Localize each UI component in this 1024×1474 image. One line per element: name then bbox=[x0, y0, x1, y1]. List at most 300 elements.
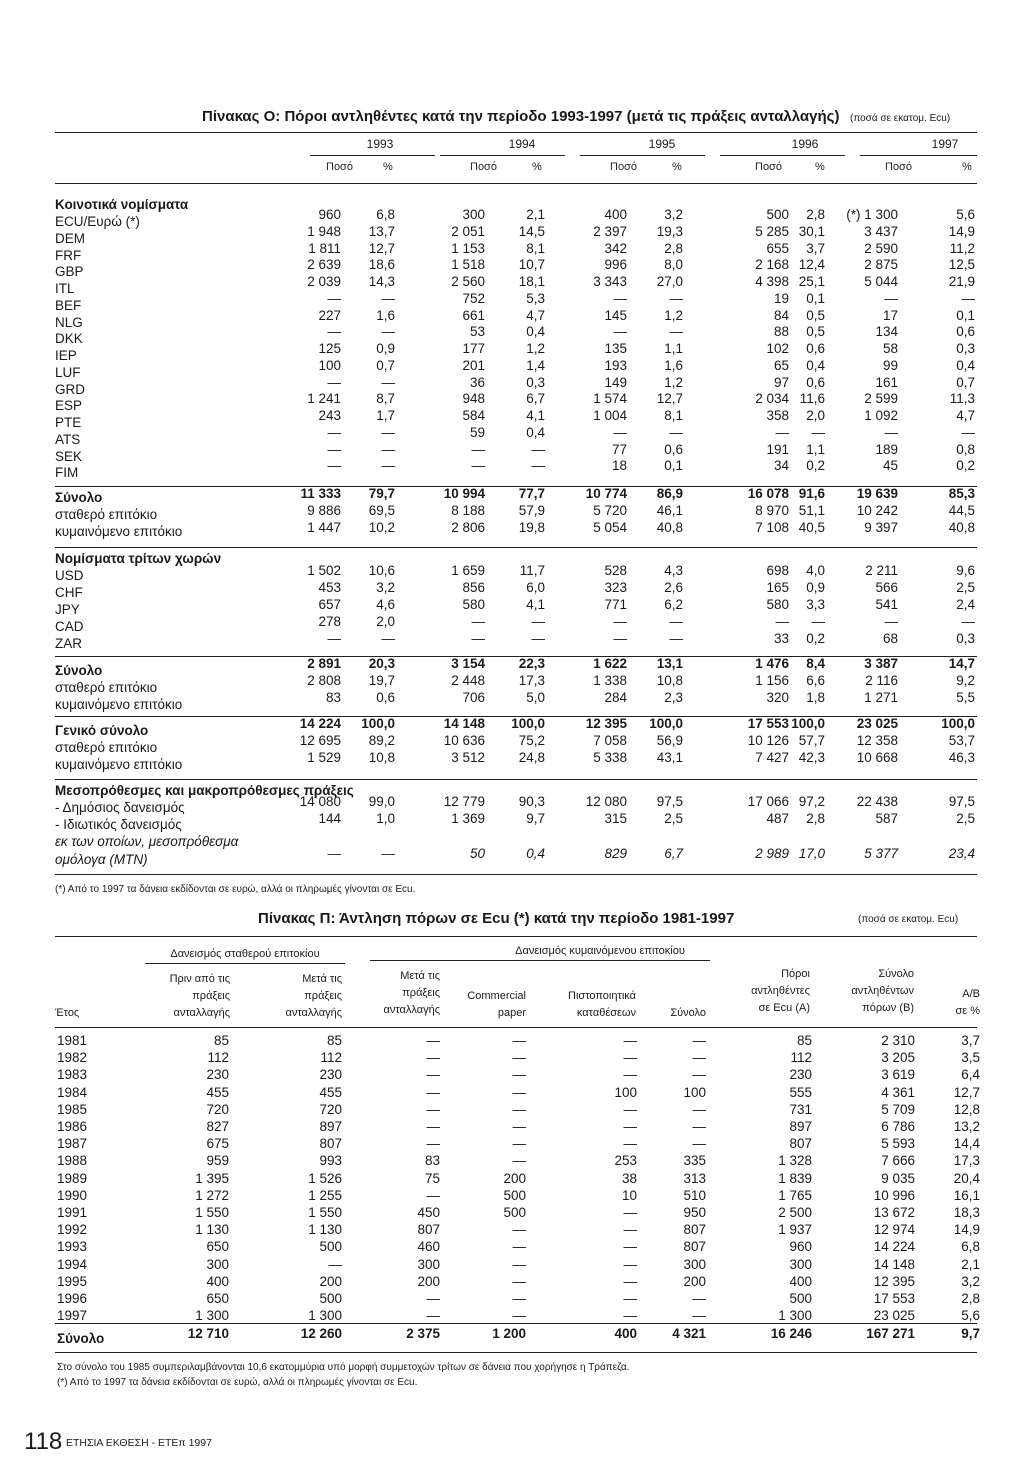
year-header: 1996 bbox=[791, 137, 819, 151]
table-cell: 1,0 bbox=[376, 811, 395, 826]
table-cell: 14,5 bbox=[518, 224, 545, 239]
table-cell: 243 bbox=[318, 408, 341, 423]
table-cell: 19 bbox=[773, 291, 789, 306]
row-label: ATS bbox=[55, 432, 81, 447]
table-cell: 4,7 bbox=[526, 308, 545, 323]
table-cell: 300 bbox=[789, 1257, 812, 1272]
table-cell: 0,6 bbox=[664, 442, 683, 457]
table-cell: 44,5 bbox=[948, 503, 975, 518]
col-ab-header: A/B σε % bbox=[955, 988, 980, 1017]
table-cell: — bbox=[623, 1257, 637, 1272]
table-cell: 9 397 bbox=[864, 520, 898, 535]
table-cell: — bbox=[426, 1136, 440, 1151]
table-cell: 11,6 bbox=[799, 391, 825, 406]
table-cell: — bbox=[327, 375, 341, 390]
table-cell: 5 338 bbox=[593, 750, 627, 765]
year-cell: 1988 bbox=[57, 1153, 88, 1168]
table-cell: — bbox=[381, 442, 395, 457]
table-cell: 8,0 bbox=[664, 257, 683, 272]
row-label: CAD bbox=[55, 619, 84, 634]
table-cell: — bbox=[327, 425, 341, 440]
row-label: ECU/Ευρώ (*) bbox=[55, 214, 140, 229]
table-cell: 8 188 bbox=[451, 503, 485, 518]
table-cell: 698 bbox=[766, 563, 789, 578]
table-cell: 14 224 bbox=[299, 716, 341, 731]
table-cell: 2,0 bbox=[376, 614, 395, 629]
table-cell: 11,7 bbox=[519, 563, 545, 578]
table-cell: 0,6 bbox=[376, 690, 395, 705]
table-cell: 0,5 bbox=[806, 324, 825, 339]
table-cell: 1 004 bbox=[593, 408, 627, 423]
table-cell: 1 241 bbox=[307, 391, 341, 406]
page-number: 118 bbox=[24, 1428, 63, 1455]
table-cell: — bbox=[623, 1119, 637, 1134]
table-cell: 14 224 bbox=[873, 1239, 915, 1254]
table-cell: 453 bbox=[318, 580, 341, 595]
table-cell: 189 bbox=[875, 442, 898, 457]
table-cell: — bbox=[327, 291, 341, 306]
table-p-unit: (ποσά σε εκατομ. Ecu) bbox=[858, 914, 959, 925]
table-cell: 500 bbox=[766, 207, 789, 222]
year-cell: 1991 bbox=[57, 1205, 88, 1220]
table-cell: — bbox=[512, 1050, 526, 1065]
table-cell: 1 765 bbox=[778, 1188, 812, 1203]
table-cell: 125 bbox=[318, 341, 341, 356]
table-o-note: (*) Από το 1997 τα δάνεια εκδίδονται σε ευρώ, αλλά οι πληρωμές γίνονται σε Ecu. bbox=[55, 884, 416, 895]
col-year-header: Έτος bbox=[55, 1007, 80, 1019]
table-cell: 6 786 bbox=[881, 1119, 915, 1134]
table-cell: 1,6 bbox=[376, 308, 395, 323]
table-cell: 16 078 bbox=[747, 486, 789, 501]
table-cell: — bbox=[512, 1239, 526, 1254]
table-cell: — bbox=[669, 324, 683, 339]
table-cell: 807 bbox=[789, 1136, 812, 1151]
table-cell: 100 bbox=[614, 1085, 637, 1100]
table-cell: — bbox=[512, 1308, 526, 1323]
table-cell: 46,1 bbox=[656, 503, 683, 518]
table-cell: 27,0 bbox=[656, 274, 683, 289]
table-p-header-rule bbox=[55, 1027, 977, 1028]
table-cell: — bbox=[512, 1222, 526, 1237]
amount-subheader: Ποσό bbox=[326, 161, 353, 173]
table-cell: 0,7 bbox=[376, 358, 395, 373]
table-cell: 3 343 bbox=[593, 274, 627, 289]
table-cell: 253 bbox=[614, 1153, 637, 1168]
table-cell: 13,1 bbox=[656, 656, 683, 671]
table-cell: 17 553 bbox=[747, 716, 789, 731]
section-header: Μεσοπρόθεσμες και μακροπρόθεσμες πράξεις bbox=[55, 783, 354, 798]
table-cell: 10,7 bbox=[518, 257, 545, 272]
footer-text: ΕΤΗΣΙΑ ΕΚΘΕΣΗ - ΕΤΕπ 1997 bbox=[66, 1437, 212, 1449]
table-cell: — bbox=[623, 1239, 637, 1254]
table-cell: 3,2 bbox=[664, 207, 683, 222]
table-cell: — bbox=[811, 425, 825, 440]
table-cell: 2 599 bbox=[864, 391, 898, 406]
table-cell: 2,8 bbox=[806, 811, 825, 826]
table-cell: 10 774 bbox=[585, 486, 627, 501]
table-cell: 0,4 bbox=[526, 324, 545, 339]
table-cell: 3,7 bbox=[806, 241, 825, 256]
table-cell: 2 639 bbox=[307, 257, 341, 272]
table-cell: 3 387 bbox=[864, 656, 898, 671]
table-cell: 16,1 bbox=[953, 1188, 980, 1203]
table-cell: — bbox=[623, 1102, 637, 1117]
table-cell: — bbox=[531, 614, 545, 629]
table-cell: 12,4 bbox=[798, 257, 825, 272]
table-cell: 201 bbox=[462, 358, 485, 373]
table-cell: — bbox=[426, 1050, 440, 1065]
table-cell: — bbox=[327, 631, 341, 646]
table-cell: 1 272 bbox=[195, 1188, 229, 1203]
table-cell: — bbox=[512, 1067, 526, 1082]
table-cell: 6,6 bbox=[806, 673, 825, 688]
table-o-title: Πίνακας Ο: Πόροι αντληθέντες κατά την περίοδο 1993-1997 (μετά τις πράξεις ανταλλαγής) bbox=[202, 108, 840, 125]
year-cell: 1990 bbox=[57, 1188, 88, 1203]
table-cell: — bbox=[623, 1067, 637, 1082]
table-cell: — bbox=[512, 1033, 526, 1048]
row-label: GRD bbox=[55, 382, 85, 397]
table-cell: 959 bbox=[206, 1153, 229, 1168]
table-cell: 5,5 bbox=[956, 690, 975, 705]
row-label: IEP bbox=[55, 348, 77, 363]
table-cell: — bbox=[623, 1050, 637, 1065]
row-label: ZAR bbox=[55, 636, 82, 651]
col-cd-header: Πιστοποιητικά καταθέσεων bbox=[568, 990, 636, 1019]
table-cell: 720 bbox=[206, 1102, 229, 1117]
grand-total-label: κυμαινόμενο επιτόκιο bbox=[55, 757, 183, 772]
table-cell: 3 619 bbox=[881, 1067, 915, 1082]
table-cell: 10,8 bbox=[368, 750, 395, 765]
col-commercial-paper-header: Commercial paper bbox=[467, 990, 526, 1019]
amount-subheader: Ποσό bbox=[755, 161, 782, 173]
table-cell: 2 989 bbox=[755, 846, 789, 861]
table-cell: 97 bbox=[773, 375, 789, 390]
table-cell: — bbox=[381, 324, 395, 339]
table-cell: 10 bbox=[621, 1188, 637, 1203]
table-cell: 4,0 bbox=[806, 563, 825, 578]
col-b-header: Σύνολο αντληθέντων πόρων (B) bbox=[851, 968, 914, 1014]
table-cell: — bbox=[471, 442, 485, 457]
total-label: σταθερό επιτόκιο bbox=[55, 680, 158, 695]
table-cell: 400 bbox=[604, 207, 627, 222]
table-cell: 58 bbox=[882, 341, 898, 356]
table-cell: 1 839 bbox=[778, 1171, 812, 1186]
table-cell: 0,2 bbox=[806, 458, 825, 473]
table-cell: 807 bbox=[319, 1136, 342, 1151]
row-label: ESP bbox=[55, 398, 83, 413]
table-o-header-rule bbox=[55, 183, 977, 184]
table-cell: 460 bbox=[417, 1239, 440, 1254]
table-cell: 450 bbox=[417, 1205, 440, 1220]
row-label: DKK bbox=[55, 331, 83, 346]
table-cell: — bbox=[327, 442, 341, 457]
table-cell: 1 529 bbox=[307, 750, 341, 765]
year-cell: 1996 bbox=[57, 1291, 88, 1306]
table-cell: 12 779 bbox=[443, 794, 485, 809]
table-cell: 278 bbox=[318, 614, 341, 629]
table-cell: 0,6 bbox=[806, 375, 825, 390]
table-cell: 0,1 bbox=[806, 291, 825, 306]
table-cell: 650 bbox=[206, 1291, 229, 1306]
table-cell: 0,9 bbox=[376, 341, 395, 356]
table-cell: 1,4 bbox=[526, 358, 545, 373]
table-p-bottom-rule bbox=[55, 1352, 977, 1353]
table-cell: 1 300 bbox=[778, 1308, 812, 1323]
table-cell: 3 154 bbox=[451, 656, 485, 671]
table-cell: 18,6 bbox=[368, 257, 395, 272]
amount-subheader: Ποσό bbox=[885, 161, 912, 173]
table-cell: 897 bbox=[319, 1119, 342, 1134]
table-cell: — bbox=[471, 614, 485, 629]
year-cell: 1986 bbox=[57, 1119, 88, 1134]
percent-subheader: % bbox=[962, 161, 972, 173]
col-float-total-header: Σύνολο bbox=[670, 1007, 706, 1019]
table-cell: 11,3 bbox=[949, 391, 975, 406]
table-cell: 829 bbox=[604, 846, 627, 861]
table-cell: 99,0 bbox=[368, 794, 395, 809]
table-cell: 1 476 bbox=[755, 656, 789, 671]
table-cell: 675 bbox=[206, 1136, 229, 1151]
table-cell: 1 502 bbox=[307, 563, 341, 578]
percent-subheader: % bbox=[815, 161, 825, 173]
row-label: LUF bbox=[55, 365, 81, 380]
table-cell: 10,8 bbox=[656, 673, 683, 688]
table-cell: 0,4 bbox=[806, 358, 825, 373]
year-cell: 1982 bbox=[57, 1050, 88, 1065]
table-cell: 69,5 bbox=[368, 503, 395, 518]
table-cell: — bbox=[669, 631, 683, 646]
table-cell: — bbox=[884, 614, 898, 629]
table-cell: 720 bbox=[319, 1102, 342, 1117]
table-cell: 1 395 bbox=[195, 1171, 229, 1186]
table-cell: — bbox=[623, 1274, 637, 1289]
year-rule bbox=[310, 155, 435, 156]
table-cell: — bbox=[623, 1033, 637, 1048]
table-cell: 84 bbox=[773, 308, 789, 323]
table-cell: — bbox=[512, 1136, 526, 1151]
table-cell: 9,2 bbox=[956, 673, 975, 688]
table-cell: 2 039 bbox=[307, 274, 341, 289]
table-cell: (*) 1 300 bbox=[846, 207, 898, 222]
year-rule bbox=[440, 155, 565, 156]
table-cell: 315 bbox=[604, 811, 627, 826]
table-cell: 11 333 bbox=[300, 486, 341, 501]
group-float-rule bbox=[370, 960, 710, 961]
table-cell: 455 bbox=[206, 1085, 229, 1100]
table-cell: — bbox=[669, 614, 683, 629]
table-cell: — bbox=[512, 1274, 526, 1289]
table-cell: 23,4 bbox=[948, 846, 975, 861]
table-cell: 17,3 bbox=[518, 673, 545, 688]
table-cell: 40,8 bbox=[948, 520, 975, 535]
table-cell: 2,5 bbox=[956, 580, 975, 595]
table-cell: 1,1 bbox=[664, 341, 683, 356]
table-cell: 4,1 bbox=[526, 408, 545, 423]
table-cell: 0,6 bbox=[956, 324, 975, 339]
table-cell: 960 bbox=[789, 1239, 812, 1254]
amount-subheader: Ποσό bbox=[610, 161, 637, 173]
table-cell: — bbox=[961, 291, 975, 306]
table-cell: 75 bbox=[424, 1171, 440, 1186]
table-cell: 2 806 bbox=[451, 520, 485, 535]
table-cell: 12 974 bbox=[873, 1222, 915, 1237]
table-cell: 12 358 bbox=[856, 733, 898, 748]
table-cell: 86,9 bbox=[656, 486, 683, 501]
table-cell: 12,7 bbox=[953, 1085, 980, 1100]
table-cell: 193 bbox=[604, 358, 627, 373]
table-cell: 5 593 bbox=[881, 1136, 915, 1151]
table-cell: 8,4 bbox=[806, 656, 825, 671]
total-label: κυμαινόμενο επιτόκιο bbox=[55, 524, 183, 539]
table-cell: — bbox=[426, 1119, 440, 1134]
table-cell: 23 025 bbox=[873, 1308, 915, 1323]
table-cell: — bbox=[381, 458, 395, 473]
table-cell: 21,9 bbox=[948, 274, 975, 289]
table-cell: 100,0 bbox=[511, 716, 545, 731]
grand-total-label: Γενικό σύνολο bbox=[55, 723, 149, 738]
table-cell: 100,0 bbox=[649, 716, 683, 731]
table-cell: 0,5 bbox=[806, 308, 825, 323]
table-cell: 400 bbox=[206, 1274, 229, 1289]
table-cell: 2,8 bbox=[806, 207, 825, 222]
table-cell: 53 bbox=[469, 324, 485, 339]
table-cell: — bbox=[531, 631, 545, 646]
table-cell: 1 948 bbox=[307, 224, 341, 239]
row-label: BEF bbox=[55, 298, 82, 313]
year-cell: 1992 bbox=[57, 1222, 88, 1237]
table-cell: 2 034 bbox=[755, 391, 789, 406]
table-cell: 4,7 bbox=[956, 408, 975, 423]
table-cell: 0,6 bbox=[806, 341, 825, 356]
table-cell: 161 bbox=[875, 375, 898, 390]
table-p-note-2: (*) Από το 1997 τα δάνεια εκδίδονται σε ευρώ, αλλά οι πληρωμές γίνονται σε Ecu. bbox=[57, 1377, 418, 1388]
table-cell: 731 bbox=[789, 1102, 812, 1117]
table-cell: 3,2 bbox=[961, 1274, 980, 1289]
table-cell: 17 066 bbox=[747, 794, 789, 809]
table-cell: 77,7 bbox=[518, 486, 545, 501]
table-cell: 1 518 bbox=[451, 257, 485, 272]
table-cell: 9 035 bbox=[881, 1171, 915, 1186]
table-cell: 57,7 bbox=[798, 733, 825, 748]
table-cell: 0,1 bbox=[664, 458, 683, 473]
table-cell: 200 bbox=[503, 1171, 526, 1186]
table-cell: 1,6 bbox=[664, 358, 683, 373]
table-cell: 1 271 bbox=[864, 690, 898, 705]
table-cell: 9,6 bbox=[956, 563, 975, 578]
table-cell: 2 590 bbox=[864, 241, 898, 256]
table-cell: 100,0 bbox=[941, 716, 975, 731]
table-p-total-label: Σύνολο bbox=[57, 1331, 105, 1346]
table-cell: 144 bbox=[318, 811, 341, 826]
table-cell: — bbox=[381, 846, 395, 861]
table-cell: 14 080 bbox=[299, 794, 341, 809]
table-cell: 771 bbox=[604, 597, 627, 612]
table-cell: — bbox=[381, 375, 395, 390]
table-cell: 12 080 bbox=[585, 794, 627, 809]
table-cell: 807 bbox=[683, 1239, 706, 1254]
table-cell: 5,6 bbox=[961, 1308, 980, 1323]
year-header: 1994 bbox=[508, 137, 536, 151]
year-header: 1995 bbox=[648, 137, 676, 151]
section-header: Νομίσματα τρίτων χωρών bbox=[55, 551, 222, 566]
table-cell: 5 709 bbox=[881, 1102, 915, 1117]
table-cell: 500 bbox=[789, 1291, 812, 1306]
table-cell: — bbox=[327, 324, 341, 339]
table-cell: — bbox=[692, 1119, 706, 1134]
table-cell: 4,6 bbox=[376, 597, 395, 612]
table-cell: 5 377 bbox=[864, 846, 898, 861]
table-cell: 580 bbox=[462, 597, 485, 612]
year-cell: 1983 bbox=[57, 1067, 88, 1082]
table-cell: 46,3 bbox=[948, 750, 975, 765]
table-cell: 12,5 bbox=[948, 257, 975, 272]
table-cell: 284 bbox=[604, 690, 627, 705]
table-cell: 14,7 bbox=[948, 656, 975, 671]
table-cell: 10 668 bbox=[856, 750, 898, 765]
table-cell: 12,7 bbox=[368, 241, 395, 256]
table-cell: 6,2 bbox=[664, 597, 683, 612]
total-label: σταθερό επιτόκιο bbox=[55, 507, 158, 522]
table-p-total-rule bbox=[55, 1323, 977, 1324]
table-cell: 856 bbox=[462, 580, 485, 595]
table-cell: — bbox=[613, 614, 627, 629]
table-cell: 14,3 bbox=[368, 274, 395, 289]
table-cell: — bbox=[613, 324, 627, 339]
table-cell: 528 bbox=[604, 563, 627, 578]
table-cell: 1,2 bbox=[526, 341, 545, 356]
table-cell: 8,7 bbox=[376, 391, 395, 406]
group-fixed-rule bbox=[145, 963, 345, 964]
table-cell: 1 156 bbox=[755, 673, 789, 688]
table-cell: 510 bbox=[683, 1188, 706, 1203]
section-header: Κοινοτικά νομίσματα bbox=[55, 197, 189, 212]
table-cell: 85 bbox=[326, 1033, 342, 1048]
table-cell: — bbox=[381, 291, 395, 306]
table-cell: 30,1 bbox=[798, 224, 825, 239]
table-cell: 8,1 bbox=[664, 408, 683, 423]
table-cell: 500 bbox=[319, 1239, 342, 1254]
table-cell: 5 720 bbox=[593, 503, 627, 518]
table-cell: 19,3 bbox=[656, 224, 683, 239]
table-cell: 2 875 bbox=[864, 257, 898, 272]
table-cell: 960 bbox=[318, 207, 341, 222]
year-cell: 1994 bbox=[57, 1257, 88, 1272]
table-cell: — bbox=[381, 631, 395, 646]
table-cell: 9 886 bbox=[307, 503, 341, 518]
table-cell: 1 130 bbox=[195, 1222, 229, 1237]
table-cell: 7 108 bbox=[755, 520, 789, 535]
table-cell: 14 148 bbox=[873, 1257, 915, 1272]
table-cell: 230 bbox=[206, 1067, 229, 1082]
table-cell: 7 666 bbox=[881, 1153, 915, 1168]
table-cell: 1 447 bbox=[307, 520, 341, 535]
table-cell: 200 bbox=[417, 1274, 440, 1289]
table-cell: 1 338 bbox=[593, 673, 627, 688]
table-cell: 4 361 bbox=[881, 1085, 915, 1100]
row-label: GBP bbox=[55, 264, 84, 279]
table-cell: 145 bbox=[604, 308, 627, 323]
table-cell: 313 bbox=[683, 1171, 706, 1186]
table-cell: 100 bbox=[318, 358, 341, 373]
table-cell: — bbox=[692, 1291, 706, 1306]
total-cell: 12 710 bbox=[187, 1326, 229, 1341]
table-cell: 14 148 bbox=[443, 716, 485, 731]
col-after-header: Μετά τις πράξεις ανταλλαγής bbox=[285, 973, 342, 1019]
table-cell: 13 672 bbox=[873, 1205, 915, 1220]
table-cell: 487 bbox=[766, 811, 789, 826]
table-cell: 455 bbox=[319, 1085, 342, 1100]
table-cell: 12 695 bbox=[299, 733, 341, 748]
